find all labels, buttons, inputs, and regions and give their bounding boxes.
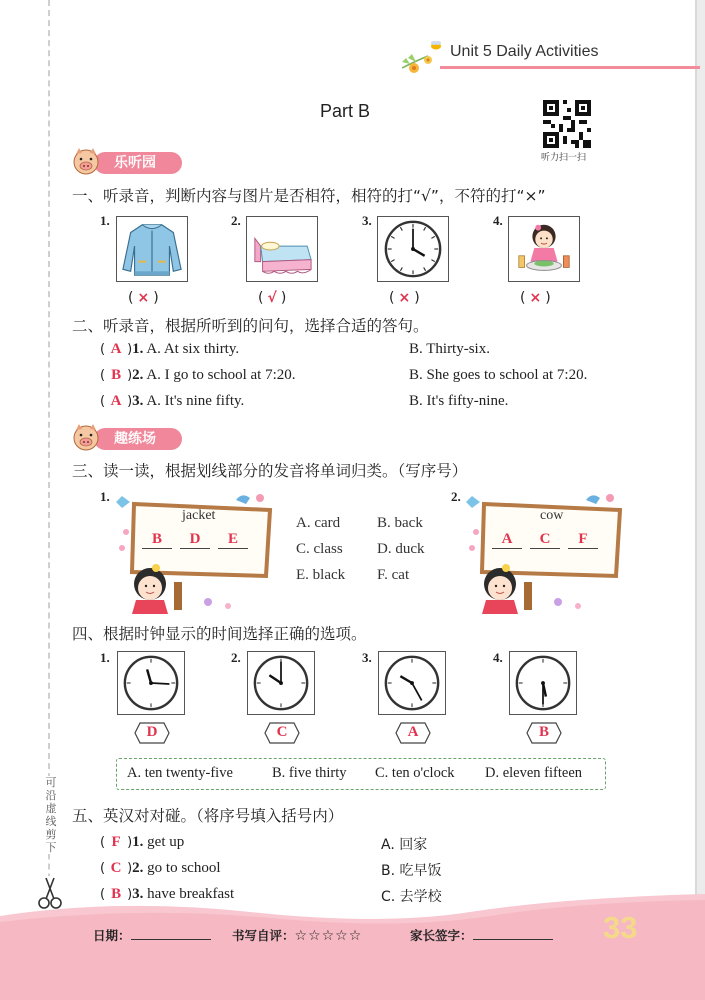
clock-icon xyxy=(248,652,314,714)
clock-icon xyxy=(118,652,184,714)
word-option: E. black xyxy=(296,567,346,583)
answer-value: B xyxy=(538,724,549,740)
question-row: ( B )2. A. I go to school at 7:20. xyxy=(100,367,296,383)
girl-eating-picture xyxy=(508,216,580,282)
item-number: 3. xyxy=(362,213,372,228)
jacket-icon xyxy=(117,217,187,281)
item-number: 2. xyxy=(231,650,241,665)
pig-mascot-icon xyxy=(70,146,102,176)
clock-picture xyxy=(247,651,315,715)
answer-value: × xyxy=(137,290,150,306)
item-number: 1. xyxy=(100,489,110,504)
word-option: A. card xyxy=(296,515,341,531)
item-number: 3. xyxy=(362,650,372,665)
item-number: 2. xyxy=(231,213,241,228)
option-a: A. It's nine fifty. xyxy=(146,393,245,409)
sign-answer: D xyxy=(180,531,210,549)
clock-picture xyxy=(378,651,446,715)
answer-value: C xyxy=(276,724,288,740)
answer-value: A xyxy=(407,724,419,740)
footer-parent-sign xyxy=(410,926,553,944)
time-options-box xyxy=(116,758,606,790)
answer-value: B xyxy=(111,367,122,383)
answer-value: F xyxy=(111,834,121,850)
cut-hint: 可沿虚线剪下 xyxy=(43,776,59,854)
chinese-option: C. 去学校 xyxy=(381,889,442,905)
qr-caption: 听力扫一扫 xyxy=(541,153,587,163)
answer-hexagon xyxy=(134,722,170,744)
page-number: 33 xyxy=(603,910,638,945)
answer-value: C xyxy=(110,860,122,876)
bed-picture xyxy=(246,216,318,282)
parent-sign-label: 家长签字： xyxy=(410,928,473,943)
girl-eating-icon xyxy=(509,217,579,281)
self-eval-label: 书写自评： xyxy=(232,928,295,943)
answer-value: B xyxy=(111,886,122,902)
jacket-picture xyxy=(116,216,188,282)
answer-mark: ( × ) xyxy=(128,290,159,306)
answer-mark: ( × ) xyxy=(389,290,420,306)
signboard-1 xyxy=(112,490,292,614)
signboard-2 xyxy=(462,490,642,614)
date-label: 日期： xyxy=(93,928,131,943)
header-divider xyxy=(440,66,700,69)
word-option: B. back xyxy=(377,515,423,531)
match-row: ( F )1. get up xyxy=(100,834,185,850)
flower-icon xyxy=(398,38,444,74)
clock-icon xyxy=(378,217,448,281)
date-field[interactable] xyxy=(131,928,211,940)
answer-value: A xyxy=(110,393,122,409)
sign-answer: A xyxy=(492,531,522,549)
word-option: F. cat xyxy=(377,567,410,583)
qr-code-icon[interactable] xyxy=(543,100,591,148)
sign-answer: C xyxy=(530,531,560,549)
english-phrase: have breakfast xyxy=(147,886,235,902)
answer-hexagon xyxy=(526,722,562,744)
sign-answer: E xyxy=(218,531,248,549)
item-number: 4. xyxy=(493,213,503,228)
option-b: B. It's fifty-nine. xyxy=(409,393,509,409)
clock-icon xyxy=(379,652,445,714)
pig-mascot-icon xyxy=(70,422,102,452)
item-number: 4. xyxy=(493,650,503,665)
answer-value: D xyxy=(146,724,158,740)
rating-stars[interactable]: ☆☆☆☆☆ xyxy=(294,928,363,944)
option-a: A. At six thirty. xyxy=(146,341,240,357)
match-row: ( B )3. have breakfast xyxy=(100,886,235,902)
item-number: 1. xyxy=(100,213,110,228)
answer-value: × xyxy=(398,290,411,306)
time-option: D. eleven fifteen xyxy=(485,765,583,781)
section5-heading: 五、英汉对对碰。（将序号填入括号内） xyxy=(72,807,344,825)
clock-picture xyxy=(377,216,449,282)
badge-label: 趣练场 xyxy=(94,428,182,450)
option-a: A. I go to school at 7:20. xyxy=(146,367,296,383)
parent-sign-field[interactable] xyxy=(473,928,553,940)
unit-title: Unit 5 Daily Activities xyxy=(450,43,599,60)
sign-word: jacket xyxy=(182,508,216,523)
time-option: A. ten twenty-five xyxy=(127,765,233,781)
english-phrase: get up xyxy=(147,834,185,850)
part-title: Part B xyxy=(320,101,371,121)
time-option: B. five thirty xyxy=(272,765,347,781)
answer-value: √ xyxy=(267,290,277,306)
chinese-option: B. 吃早饭 xyxy=(381,863,442,879)
section2-heading: 二、听录音，根据所听到的问句，选择合适的答句。 xyxy=(72,317,429,335)
answer-mark: ( × ) xyxy=(520,290,551,306)
english-phrase: go to school xyxy=(147,860,221,876)
option-b: B. Thirty-six. xyxy=(409,341,490,357)
answer-hexagon xyxy=(395,722,431,744)
item-number: 2. xyxy=(451,489,461,504)
answer-mark: ( √ ) xyxy=(258,290,287,306)
item-number: 1. xyxy=(100,650,110,665)
footer-background xyxy=(0,888,705,1000)
clock-icon xyxy=(510,652,576,714)
page-edge-shadow xyxy=(695,0,697,1000)
clock-picture xyxy=(509,651,577,715)
answer-value: × xyxy=(529,290,542,306)
clock-picture xyxy=(117,651,185,715)
chinese-option: A. 回家 xyxy=(381,837,428,853)
section4-heading: 四、根据时钟显示的时间选择正确的选项。 xyxy=(72,625,367,643)
time-option: C. ten o'clock xyxy=(375,765,455,781)
word-option: D. duck xyxy=(377,541,425,557)
word-option: C. class xyxy=(296,541,343,557)
sign-answer: F xyxy=(568,531,598,549)
answer-hexagon xyxy=(264,722,300,744)
sign-word: cow xyxy=(540,508,564,523)
question-row: ( A )3. A. It's nine fifty. xyxy=(100,393,245,409)
footer-self-eval xyxy=(232,926,362,944)
answer-value: A xyxy=(110,341,122,357)
page-edge xyxy=(697,0,705,1000)
sign-answer: B xyxy=(142,531,172,549)
match-row: ( C )2. go to school xyxy=(100,860,221,876)
section3-heading: 三、读一读，根据划线部分的发音将单词归类。（写序号） xyxy=(72,462,468,480)
footer-date xyxy=(93,926,211,944)
section1-heading: 一、听录音，判断内容与图片是否相符，相符的打“√”，不符的打“×” xyxy=(72,187,546,205)
bed-icon xyxy=(247,217,317,281)
option-b: B. She goes to school at 7:20. xyxy=(409,367,588,383)
question-row: ( A )1. A. At six thirty. xyxy=(100,341,240,357)
badge-label: 乐听园 xyxy=(94,152,182,174)
